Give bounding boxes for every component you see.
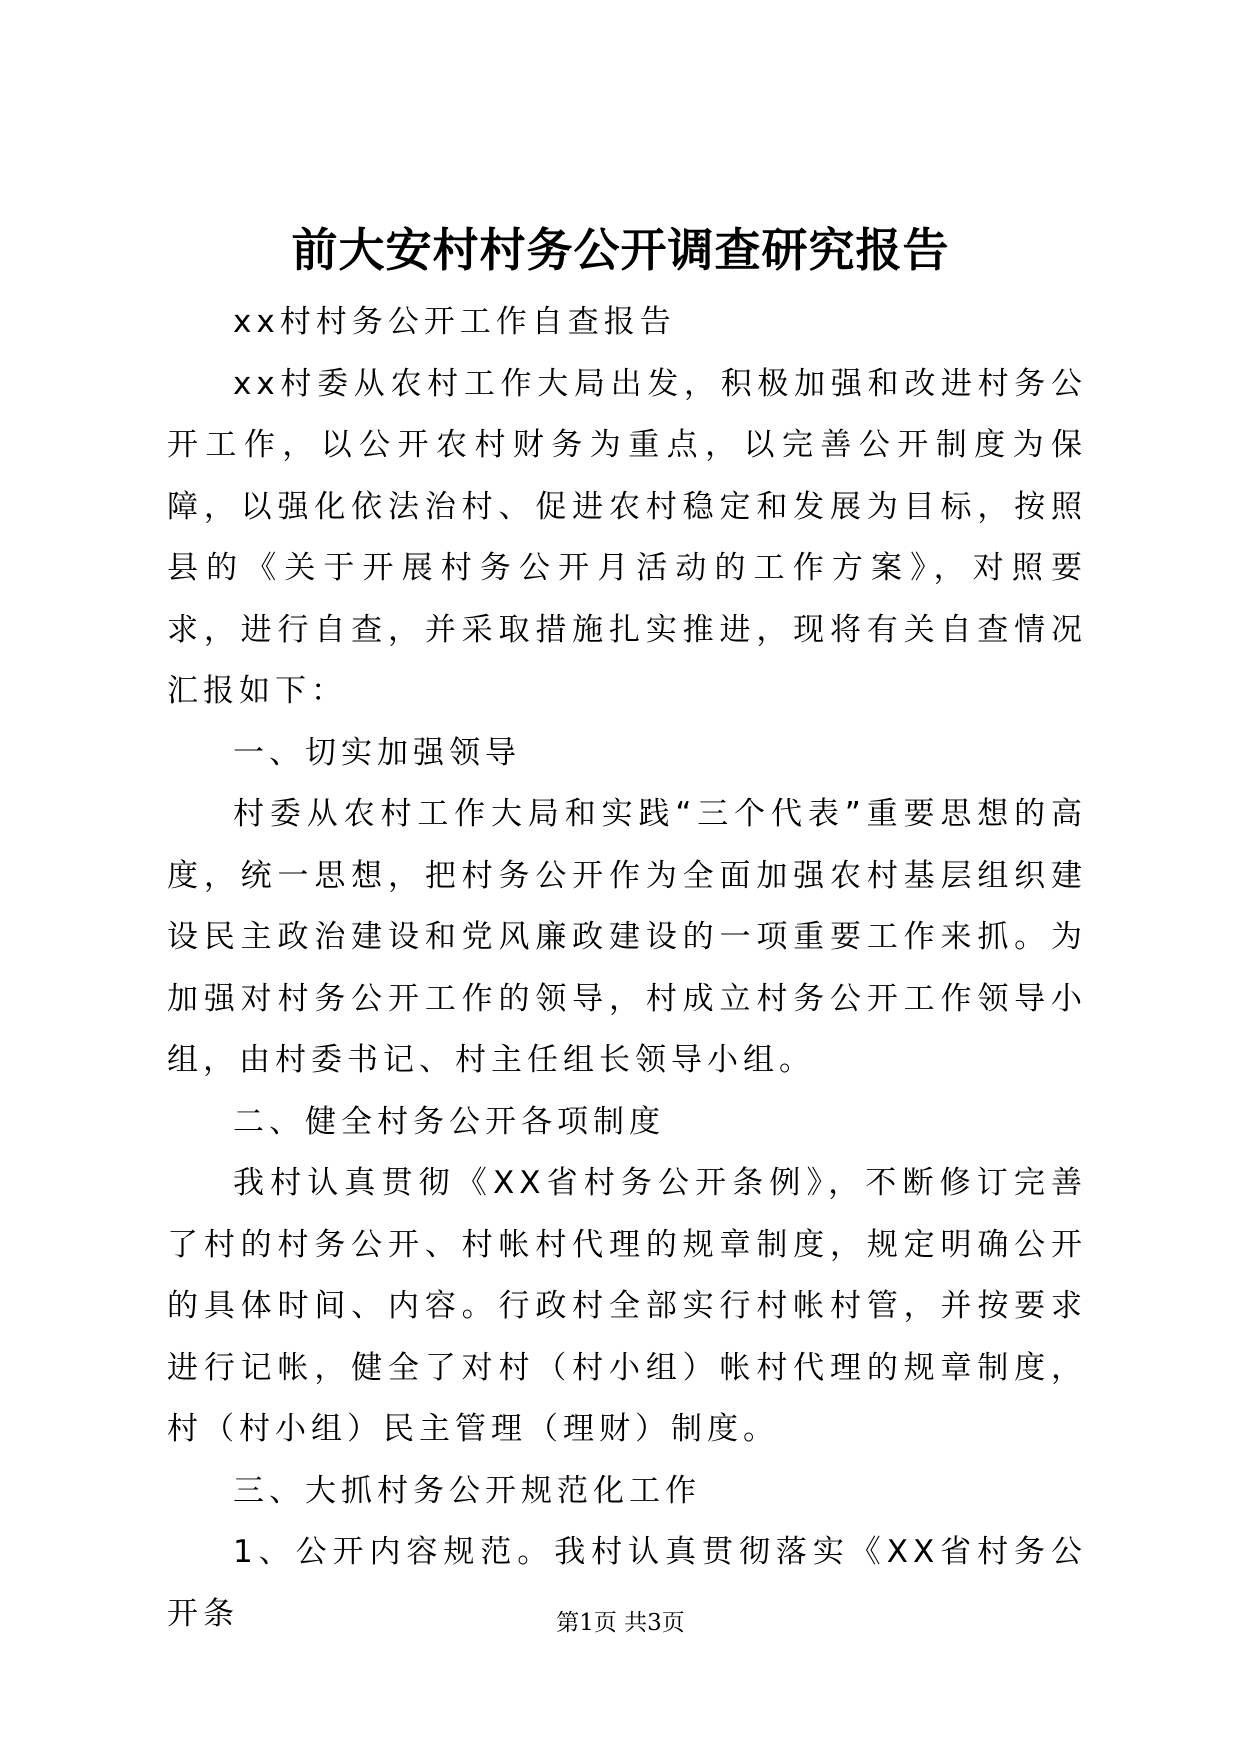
paragraph-section-2: 我村认真贯彻《XX省村务公开条例》，不断修订完善了村的村务公开、村帐村代理的规章制度，规定明确公开的具体时间、内容。行政村全部实行村帐村管，并按要求进行记帐，健全了对村（村小组）帐村代理的规章制度，村（村小组）民主管理（理财）制度。: [167, 1165, 1087, 1447]
document-title: 前大安村村务公开调查研究报告: [291, 223, 950, 277]
paragraph-subtitle: xx村村务公开工作自查报告: [233, 304, 676, 340]
page-number-footer: 第1页 共3页: [556, 1610, 685, 1636]
section-heading-1: 一、切实加强领导: [233, 734, 521, 771]
paragraph-intro: xx村委从农村工作大局出发，积极加强和改进村务公开工作，以公开农村财务为重点，以完善公开制度为保障，以强化依法治村、促进农村稳定和发展为目标，按照县的《关于开展村务公开月活动的工作方案》，对照要求，进行自查，并采取措施扎实推进，现将有关自查情况汇报如下：: [167, 365, 1087, 709]
paragraph-section-3-item-1: 1、公开内容规范。我村认真贯彻落实《XX省村务公开条: [167, 1534, 1087, 1632]
section-heading-2: 二、健全村务公开各项制度: [233, 1103, 665, 1140]
document-body: [167, 292, 1087, 1645]
paragraph-section-1: 村委从农村工作大局和实践“三个代表”重要思想的高度，统一思想，把村务公开作为全面加强农村基层组织建设民主政治建设和党风廉政建设的一项重要工作来抓。为加强对村务公开工作的领导，村成立村务公开工作领导小组，由村委书记、村主任组长领导小组。: [167, 796, 1087, 1078]
section-heading-3: 三、大抓村务公开规范化工作: [233, 1472, 701, 1509]
